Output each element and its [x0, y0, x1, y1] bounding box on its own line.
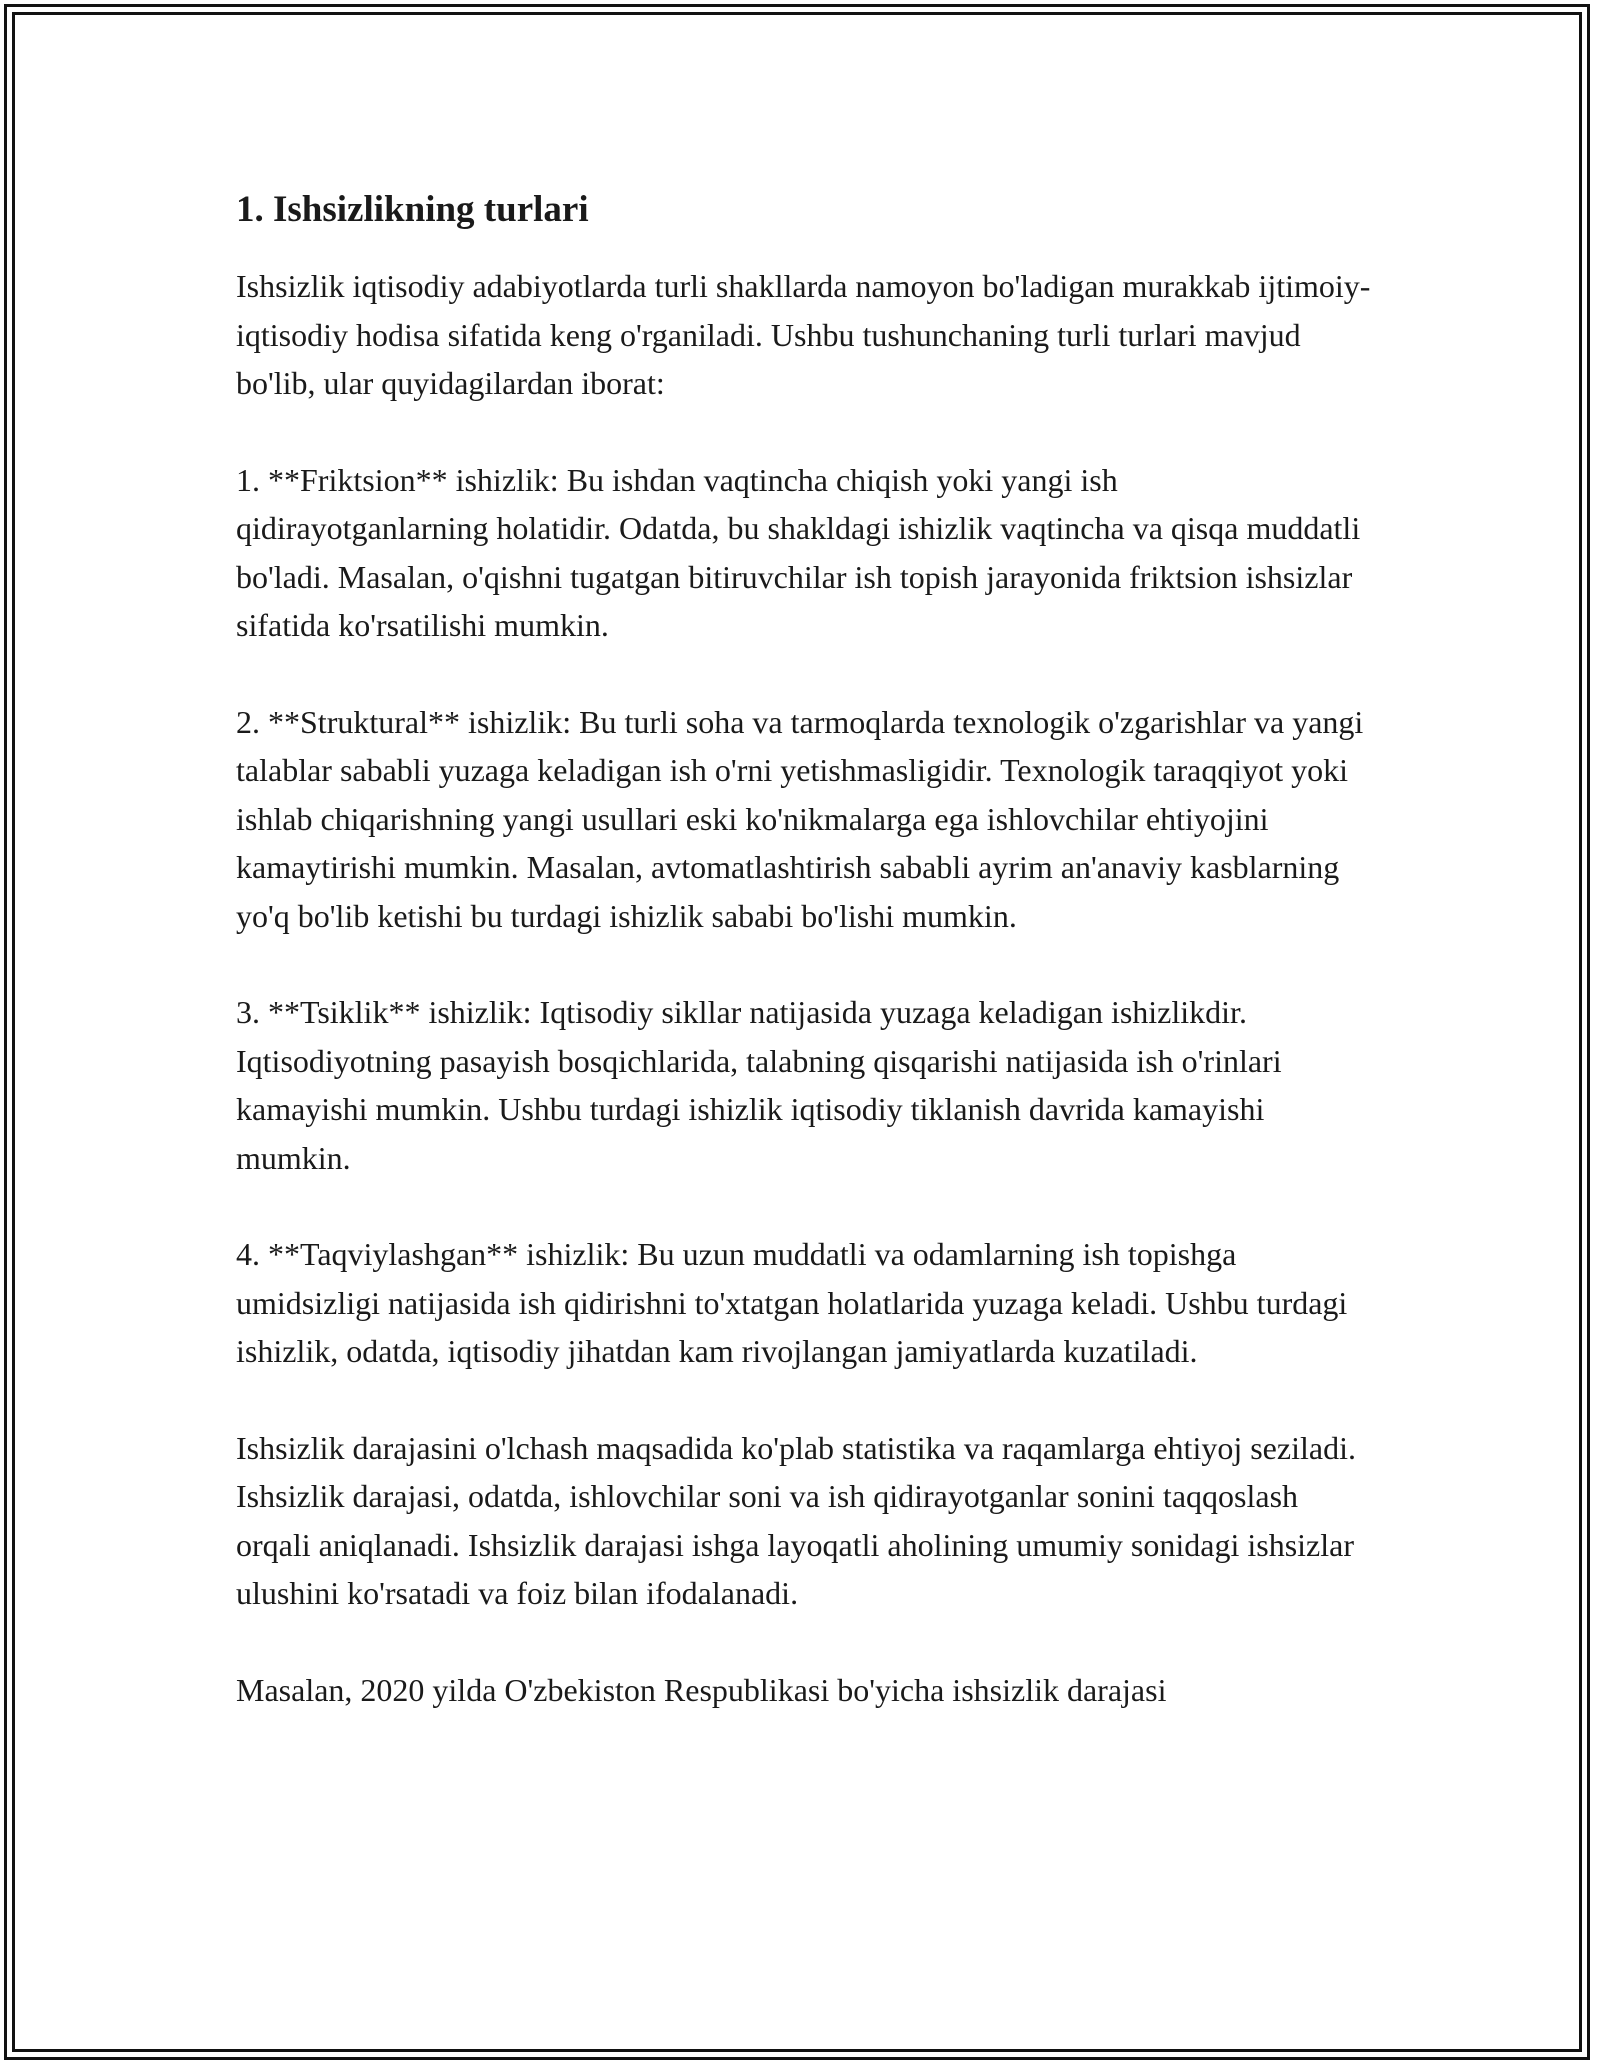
cyclical-unemployment-paragraph: 3. **Tsiklik** ishizlik: Iqtisodiy sikllar natijasida yuzaga keladigan ishizlikdir. Iqtisodiyotning pasayish bosqichlarida, talabning qisqarishi natijasida ish o'rinlari kamayishi mumkin. Ushbu turdagi ishizlik iqtisodiy tiklanish davrida kamayishi mumkin.: [236, 994, 1282, 1176]
intro-paragraph: Ishsizlik iqtisodiy adabiyotlarda turli shakllarda namoyon bo'ladigan murakkab ijtimoiy-iqtisodiy hodisa sifatida keng o'rganiladi. Ushbu tushunchaning turli turlari mavjud bo'lib, ular quyidagilardan iborat:: [236, 268, 1371, 401]
structural-unemployment-paragraph: 2. **Struktural** ishizlik: Bu turli soha va tarmoqlarda texnologik o'zgarishlar va yangi talablar sababli yuzaga keladigan ish o'rni yetishmasligidir. Texnologik taraqqiyot yoki ishlab chiqarishning yangi usullari eski ko'nikmalarga ega ishlovchilar ehtiyojini kamaytirishi mumkin. Masalan, avtomatlashtirish sababli ayrim an'anaviy kasblarning yo'q bo'lib ketishi bu turdagi ishizlik sababi bo'lishi mumkin.: [236, 703, 1364, 934]
friction-unemployment-paragraph: 1. **Friktsion** ishizlik: Bu ishdan vaqtincha chiqish yoki yangi ish qidirayotganlarning holatidir. Odatda, bu shakldagi ishizlik vaqtincha va qisqa muddatli bo'ladi. Masalan, o'qishni tugatgan bitiruvchilar ish topish jarayonida friktsion ishsizlar sifatida ko'rsatilishi mumkin.: [236, 461, 1361, 643]
document-body: [236, 186, 1376, 1762]
example-paragraph: Masalan, 2020 yilda O'zbekiston Respublikasi bo'yicha ishsizlik darajasi: [236, 1671, 1167, 1708]
section-heading: 1. Ishsizlikning turlari: [236, 189, 589, 230]
long-term-unemployment-paragraph: 4. **Taqviylashgan** ishizlik: Bu uzun muddatli va odamlarning ish topishga umidsizligi natijasida ish qidirishni to'xtatgan holatlarida yuzaga keladi. Ushbu turdagi ishizlik, odatda, iqtisodiy jihatdan kam rivojlangan jamiyatlarda kuzatiladi.: [236, 1236, 1348, 1369]
measurement-paragraph: Ishsizlik darajasini o'lchash maqsadida ko'plab statistika va raqamlarga ehtiyoj seziladi. Ishsizlik darajasi, odatda, ishlovchilar soni va ish qidirayotganlar sonini taqqoslash orqali aniqlanadi. Ishsizlik darajasi ishga layoqatli aholining umumiy sonidagi ishsizlar ulushini ko'rsatadi va foiz bilan ifodalanadi.: [236, 1429, 1356, 1611]
